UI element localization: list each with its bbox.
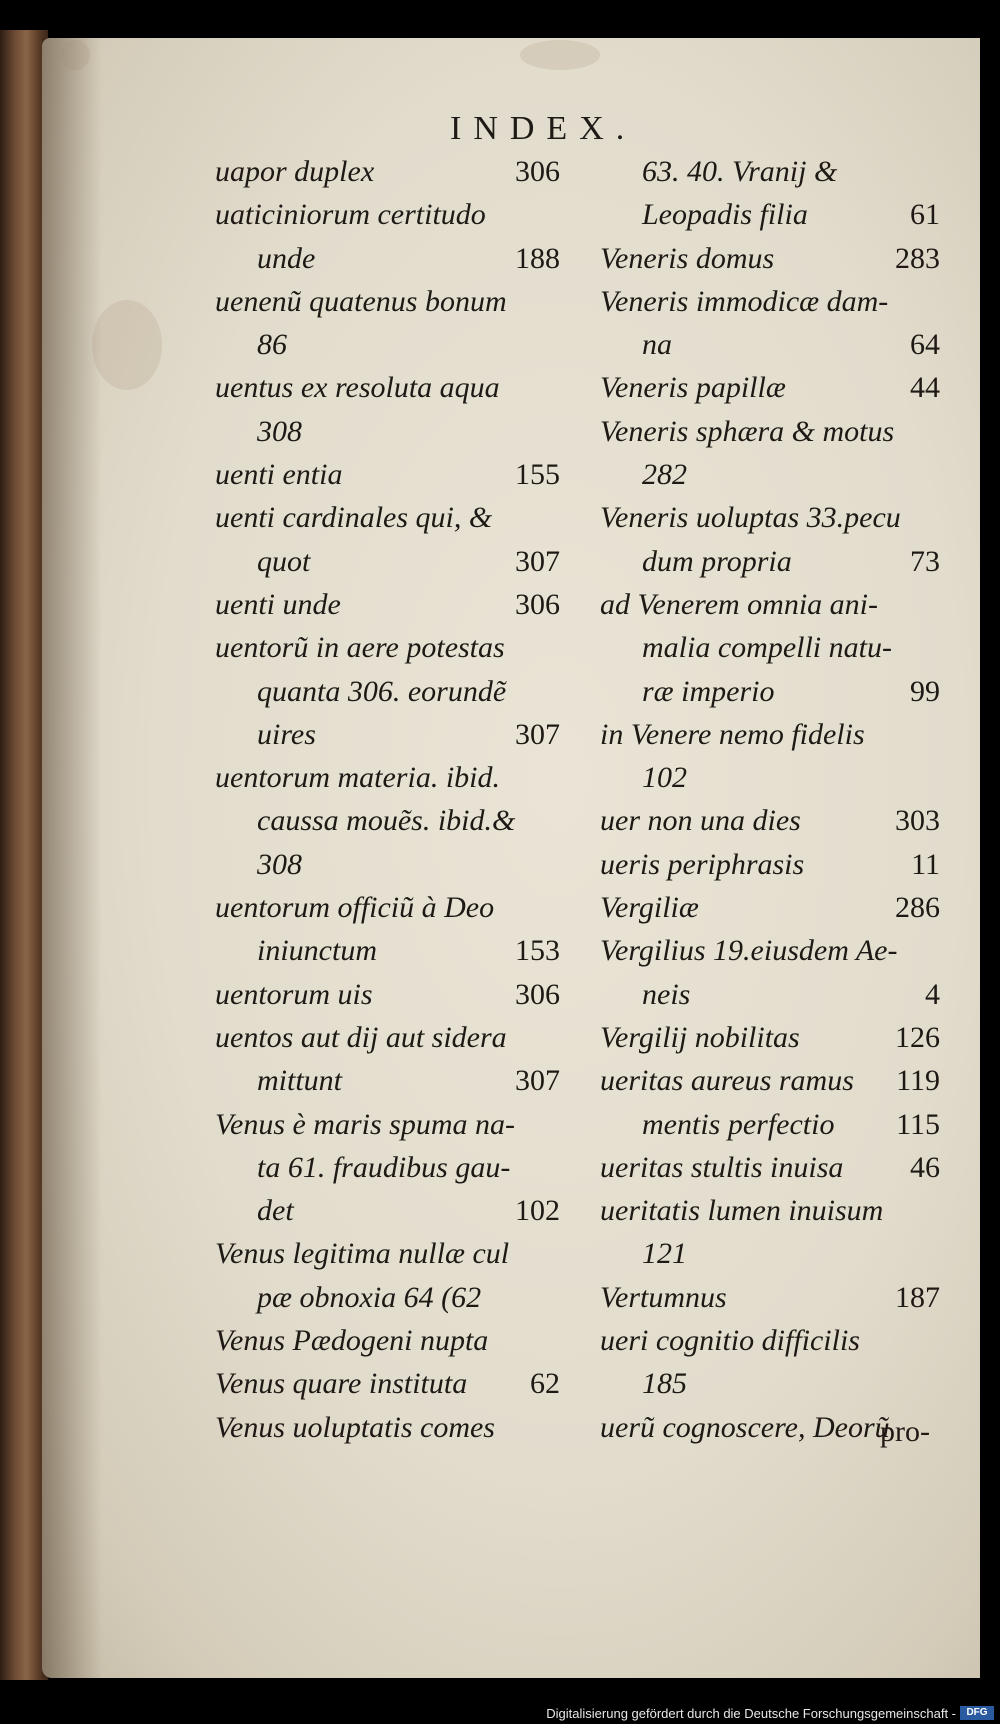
index-entry <box>600 756 940 799</box>
index-entry-page-number: 115 <box>896 1107 940 1141</box>
index-entry-text: uaticiniorum certitudo <box>215 198 486 232</box>
index-entry <box>600 1189 940 1232</box>
index-entry-page-number: 102 <box>515 1194 560 1228</box>
index-entry <box>215 756 560 799</box>
index-entry-text: Venus Pædogeni nupta <box>215 1324 489 1358</box>
index-entry <box>215 1146 560 1189</box>
index-entry <box>600 929 940 972</box>
index-entry-text: Venus è maris spuma na- <box>215 1107 515 1141</box>
index-entry-page-number: 61 <box>910 198 940 232</box>
index-entry <box>600 366 940 409</box>
index-entry-text: uentorum uis <box>215 977 373 1011</box>
book-binding <box>0 30 48 1680</box>
index-entry-text: uer non una dies <box>600 804 801 838</box>
index-entry-page-number: 73 <box>910 544 940 578</box>
index-entry-text: ta 61. fraudibus gau- <box>257 1150 511 1184</box>
index-entry-page-number: 307 <box>515 717 560 751</box>
index-entry-text: det <box>257 1194 294 1228</box>
index-entry-text: ræ imperio <box>642 674 775 708</box>
index-entry <box>600 237 940 280</box>
index-entry-text: iniunctum <box>257 934 377 968</box>
index-entry <box>600 670 940 713</box>
index-entry <box>215 237 560 280</box>
index-entry-text: ad Venerem omnia ani- <box>600 587 878 621</box>
index-entry-text: uenti unde <box>215 587 341 621</box>
index-entry <box>215 366 560 409</box>
index-entry <box>215 1319 560 1362</box>
index-entry-text: 282 <box>642 458 687 492</box>
index-entry <box>600 973 940 1016</box>
index-entry-page-number: 306 <box>515 155 560 188</box>
index-entry-text: neis <box>642 977 691 1011</box>
index-entry-text: mentis perfectio <box>642 1107 835 1141</box>
index-entry-text: 102 <box>642 761 687 795</box>
index-entry <box>215 1189 560 1232</box>
index-entry-page-number: 44 <box>910 371 940 405</box>
index-entry <box>600 1232 940 1275</box>
index-entry <box>215 1276 560 1319</box>
index-entry-text: Veneris papillæ <box>600 371 786 405</box>
index-entry <box>215 713 560 756</box>
index-entry-text: uentorum officiũ à Deo <box>215 891 495 925</box>
index-entry-text: ueris periphrasis <box>600 847 805 881</box>
index-entry <box>215 453 560 496</box>
index-entry-text: Vergilius 19.eiusdem Ae- <box>600 934 898 968</box>
index-column-left <box>215 150 560 1449</box>
index-entry <box>600 150 940 193</box>
index-entry-text: uentos aut dij aut sidera <box>215 1020 507 1054</box>
index-entry-text: uenti cardinales qui, & <box>215 501 493 535</box>
paper-stain <box>60 40 90 70</box>
index-entry <box>215 929 560 972</box>
index-entry-text: Venus legitima nullæ cul <box>215 1237 510 1271</box>
index-entry-page-number: 126 <box>895 1020 940 1054</box>
index-entry <box>215 1059 560 1102</box>
index-entry-text: uenenũ quatenus bonum <box>215 284 507 318</box>
index-entry-page-number: 306 <box>515 977 560 1011</box>
index-entry-text: ueri cognitio difficilis <box>600 1324 860 1358</box>
index-entry <box>600 1319 940 1362</box>
index-entry <box>215 496 560 539</box>
index-entry-text: 185 <box>642 1367 687 1401</box>
index-column-right <box>600 150 940 1449</box>
paper-stain <box>92 300 162 390</box>
index-entry-text: 63. 40. Vranij & <box>642 155 838 188</box>
index-entry <box>215 843 560 886</box>
index-entry <box>600 410 940 453</box>
paper-stain <box>520 40 600 70</box>
index-entry-text: 86 <box>257 328 287 362</box>
index-entry-page-number: 307 <box>515 544 560 578</box>
index-entry <box>600 1146 940 1189</box>
index-entry <box>215 540 560 583</box>
index-entry <box>215 193 560 236</box>
index-entry <box>215 799 560 842</box>
index-entry-text: Veneris immodicæ dam- <box>600 284 889 318</box>
index-entry <box>215 1362 560 1405</box>
index-entry-text: quanta 306. eorundẽ <box>257 674 507 708</box>
index-entry-page-number: 119 <box>896 1064 940 1098</box>
index-entry <box>215 410 560 453</box>
index-entry <box>600 193 940 236</box>
index-entry-page-number: 4 <box>925 977 940 1011</box>
index-entry-page-number: 188 <box>515 241 560 275</box>
index-entry <box>215 626 560 669</box>
index-entry <box>600 886 940 929</box>
index-entry-page-number: 153 <box>515 934 560 968</box>
index-entry <box>215 670 560 713</box>
index-entry-page-number: 11 <box>911 847 940 881</box>
index-entry-page-number: 187 <box>895 1280 940 1314</box>
index-entry <box>215 583 560 626</box>
running-head: INDEX. <box>450 110 637 147</box>
index-entry <box>215 1406 560 1449</box>
index-entry-text: caussa mouẽs. ibid.& <box>257 804 516 838</box>
index-entry-text: ueritas aureus ramus <box>600 1064 854 1098</box>
index-entry-text: 308 <box>257 414 302 448</box>
index-entry-text: ueritatis lumen inuisum <box>600 1194 884 1228</box>
index-entry <box>600 1276 940 1319</box>
index-entry <box>600 1362 940 1405</box>
index-entry-page-number: 283 <box>895 241 940 275</box>
footer-credit: Digitalisierung gefördert durch die Deutsche Forschungsgemeinschaft - <box>546 1706 956 1721</box>
index-entry-text: Vertumnus <box>600 1280 727 1314</box>
index-entry-text: uenti entia <box>215 458 343 492</box>
index-entry-text: uires <box>257 717 316 751</box>
index-entry-text: na <box>642 328 672 362</box>
index-entry-text: uerũ cognoscere, Deorũ <box>600 1410 890 1444</box>
index-entry <box>215 150 560 193</box>
index-entry-text: 308 <box>257 847 302 881</box>
index-entry <box>600 1059 940 1102</box>
index-entry <box>215 886 560 929</box>
index-entry-text: in Venere nemo fidelis <box>600 717 865 751</box>
index-entry-text: ueritas stultis inuisa <box>600 1150 844 1184</box>
index-entry-page-number: 155 <box>515 458 560 492</box>
index-entry <box>215 1016 560 1059</box>
index-entry-text: uentus ex resoluta aqua <box>215 371 500 405</box>
index-entry-page-number: 62 <box>530 1367 560 1401</box>
index-entry <box>600 280 940 323</box>
index-entry <box>215 1232 560 1275</box>
index-entry-text: dum propria <box>642 544 792 578</box>
dfg-logo: DFG <box>960 1706 994 1720</box>
index-entry-text: Vergilij nobilitas <box>600 1020 800 1054</box>
index-entry-page-number: 286 <box>895 891 940 925</box>
index-entry <box>215 280 560 323</box>
gutter-shadow <box>42 38 102 1678</box>
index-entry <box>215 323 560 366</box>
index-entry-text: pæ obnoxia 64 (62 <box>257 1280 482 1314</box>
index-entry <box>600 843 940 886</box>
index-entry-page-number: 46 <box>910 1150 940 1184</box>
index-entry-text: uapor duplex <box>215 155 375 188</box>
index-entry <box>600 540 940 583</box>
index-entry-text: Veneris domus <box>600 241 775 275</box>
index-entry <box>600 713 940 756</box>
index-entry-text: malia compelli natu- <box>642 631 892 665</box>
index-entry-text: 121 <box>642 1237 687 1271</box>
index-entry-text: mittunt <box>257 1064 343 1098</box>
index-entry <box>600 1103 940 1146</box>
index-entry-text: Veneris uoluptas 33.pecu <box>600 501 901 535</box>
index-entry-page-number: 306 <box>515 587 560 621</box>
index-entry <box>215 1103 560 1146</box>
index-entry-text: uentorũ in aere potestas <box>215 631 505 665</box>
index-entry-text: Veneris sphæra & motus <box>600 414 895 448</box>
index-entry-page-number: 303 <box>895 804 940 838</box>
index-entry-page-number: 99 <box>910 674 940 708</box>
index-entry <box>600 496 940 539</box>
index-entry <box>600 626 940 669</box>
index-entry <box>600 1016 940 1059</box>
index-entry-text: Leopadis filia <box>642 198 808 232</box>
index-entry-text: uentorum materia. ibid. <box>215 761 500 795</box>
catchword: pro- <box>880 1415 930 1448</box>
index-entry-text: Venus uoluptatis comes <box>215 1410 495 1444</box>
index-entry <box>600 323 940 366</box>
index-entry-page-number: 64 <box>910 328 940 362</box>
index-entry-text: quot <box>257 544 311 578</box>
index-entry-text: Vergiliæ <box>600 891 699 925</box>
index-entry-text: Venus quare instituta <box>215 1367 468 1401</box>
index-entry <box>600 453 940 496</box>
index-entry-page-number: 307 <box>515 1064 560 1098</box>
index-entry <box>600 799 940 842</box>
index-entry-text: unde <box>257 241 316 275</box>
index-entry <box>215 973 560 1016</box>
index-entry <box>600 583 940 626</box>
